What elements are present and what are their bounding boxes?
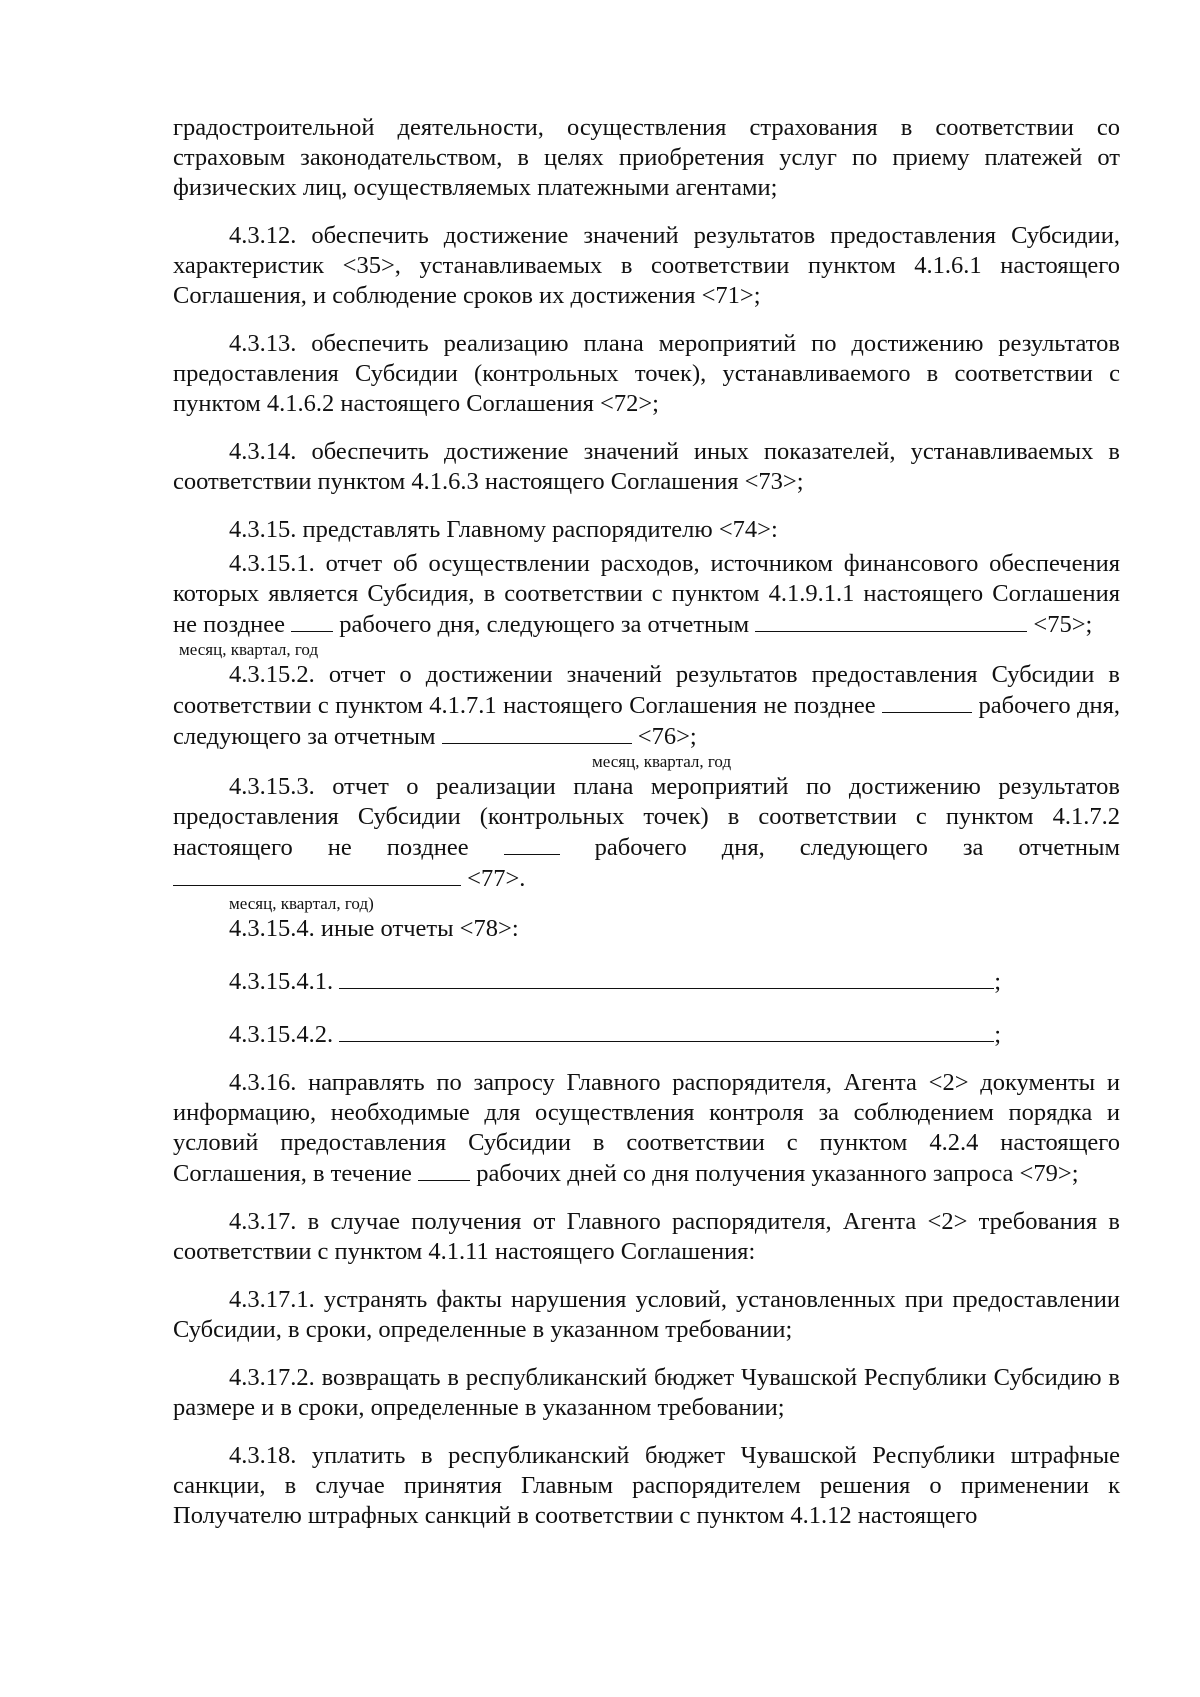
- paragraph-4-3-18: 4.3.18. уплатить в республиканский бюджет Чувашской Республики штрафные санкции, в случае принятия Главным распорядителем решения о применении к Получателю штрафных санкций в соответствии с пунктом 4.1.12 настоящего: [173, 1442, 1120, 1529]
- paragraph-4-3-14: 4.3.14. обеспечить достижение значений иных показателей, устанавливаемых в соответствии пунктом 4.1.6.3 настоящего Соглашения <73>;: [173, 438, 1120, 495]
- paragraph-4-3-12: 4.3.12. обеспечить достижение значений результатов предоставления Субсидии, характеристик <35>, устанавливаемых в соответствии пунктом 4.1.6.1 настоящего Соглашения, и соблюдение сроков их достижения <71>;: [173, 222, 1120, 309]
- blank-days-3: [504, 832, 560, 855]
- paragraph-4-3-15-1: [173, 549, 1120, 640]
- paragraph-4-3-15-2-text-b: рабочего дня, следующего за отчетным: [173, 692, 1121, 750]
- blank-days-1: [291, 609, 333, 632]
- paragraph-4-3-13: 4.3.13. обеспечить реализацию плана мероприятий по достижению результатов предоставления Субсидии (контрольных точек), устанавливаемого в соответствии с пунктом 4.1.6.2 настоящего Соглашения <72>;: [173, 330, 1120, 417]
- paragraph-continuation: градостроительной деятельности, осуществления страхования в соответствии со страховым законодательством, в целях приобретения услуг по приему платежей от физических лиц, осуществляемых платежными агентами;: [173, 114, 1120, 201]
- blank-other-report-2: [339, 1019, 994, 1042]
- paragraph-4-3-15-3-text-b: рабочего дня, следующего за отчетным: [594, 834, 1121, 861]
- blank-other-report-1: [339, 966, 994, 989]
- blank-period-3: [173, 863, 461, 886]
- paragraph-4-3-17-2: 4.3.17.2. возвращать в республиканский бюджет Чувашской Республики Субсидию в размере и в сроки, определенные в указанном требовании;: [173, 1364, 1120, 1421]
- blank-days-4: [418, 1158, 470, 1181]
- paragraph-4-3-15-3-text-c: <77>.: [467, 865, 526, 892]
- paragraph-4-3-15-2-text-c: <76>;: [637, 723, 697, 750]
- paragraph-4-3-15-2: [173, 660, 1120, 752]
- paragraph-4-3-15-2-text-a: 4.3.15.2. отчет о достижении значений результатов предоставления Субсидии в соответствии с пунктом 4.1.7.1 настоящего Соглашения не позднее: [173, 661, 1120, 719]
- item-4-3-15-4-1-label: 4.3.15.4.1.: [229, 968, 334, 995]
- paragraph-4-3-16-text-b: рабочих дней со дня получения указанного запроса <79>;: [476, 1160, 1079, 1187]
- paragraph-4-3-15-3-text-a: 4.3.15.3. отчет о реализации плана мероприятий по достижению результатов предоставления Субсидии (контрольных точек) в соответствии с пунктом 4.1.7.2 настоящего не позднее: [173, 773, 1120, 861]
- blank-days-2: [882, 690, 972, 713]
- item-4-3-15-4-1-semicolon: ;: [994, 968, 1002, 995]
- blank-period-2: [442, 721, 632, 744]
- caption-period-2: месяц, квартал, год: [592, 752, 732, 771]
- document-page: [173, 113, 1120, 1531]
- paragraph-4-3-15-4: 4.3.15.4. иные отчеты <78>:: [229, 915, 519, 942]
- caption-period-1: месяц, квартал, год: [179, 640, 319, 659]
- paragraph-4-3-16-text-a: 4.3.16. направлять по запросу Главного распорядителя, Агента <2> документы и информацию, необходимые для осуществления контроля за соблюдением порядка и условий предоставления Субсидии в соответствии с пунктом 4.2.4 настоящего Соглашения, в течение: [173, 1069, 1120, 1187]
- paragraph-4-3-16: [173, 1068, 1120, 1189]
- paragraph-4-3-15-1-text-c: <75>;: [1033, 611, 1093, 638]
- item-4-3-15-4-2-semicolon: ;: [994, 1021, 1002, 1048]
- paragraph-4-3-17: 4.3.17. в случае получения от Главного распорядителя, Агента <2> требования в соответствии с пунктом 4.1.11 настоящего Соглашения:: [173, 1208, 1120, 1265]
- caption-period-3: месяц, квартал, год): [229, 894, 374, 913]
- paragraph-4-3-15-3: [173, 772, 1120, 894]
- paragraph-4-3-15-1-text-a: 4.3.15.1. отчет об осуществлении расходов, источником финансового обеспечения которых является Субсидия, в соответствии с пунктом 4.1.9.1.1 настоящего Соглашения не позднее: [173, 550, 1120, 638]
- paragraph-4-3-15-1-text-b: рабочего дня, следующего за отчетным: [339, 611, 750, 638]
- item-4-3-15-4-2-label: 4.3.15.4.2.: [229, 1021, 334, 1048]
- item-4-3-15-4-1: [173, 966, 1120, 997]
- item-4-3-15-4-2: [173, 1019, 1120, 1050]
- blank-period-1: [755, 609, 1027, 632]
- paragraph-4-3-17-1: 4.3.17.1. устранять факты нарушения условий, установленных при предоставлении Субсидии, в сроки, определенные в указанном требовании;: [173, 1286, 1120, 1343]
- paragraph-4-3-15: 4.3.15. представлять Главному распорядителю <74>:: [229, 516, 778, 543]
